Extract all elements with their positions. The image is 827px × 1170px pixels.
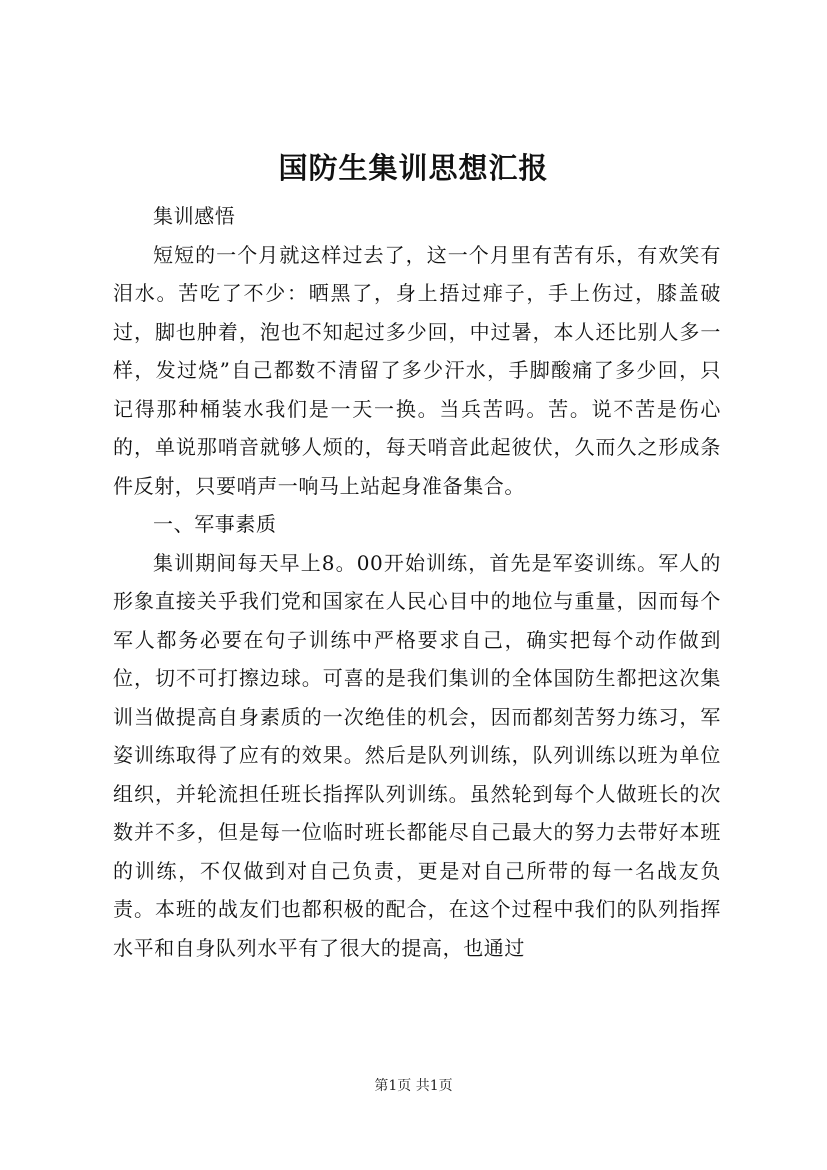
document-title: 国防生集训思想汇报 bbox=[278, 151, 549, 185]
section-heading-insights: 集训感悟 bbox=[153, 204, 236, 228]
page-footer: 第1页 共1页 bbox=[374, 1078, 453, 1094]
paragraph-hardships: 短短的一个月就这样过去了，这一个月里有苦有乐，有欢笑有泪水。苦吃了不少：晒黑了，身上捂过痱子，手上伤过，膝盖破过，脚也肿着，泡也不知起过多少回，中过暑，本人还比别人多一样，发过烧”自己都数不清留了多少汗水，手脚酸痛了多少回，只记得那种桶装水我们是一天一换。当兵苦吗。苦。说不苦是伤心的，单说那哨音就够人烦的，每天哨音此起彼伏，久而久之形成条件反射，只要哨声一响马上站起身准备集合。 bbox=[113, 242, 721, 498]
document-body bbox=[113, 197, 721, 967]
paragraph-training: 集训期间每天早上8。00开始训练，首先是军姿训练。军人的形象直接关乎我们党和国家在人民心目中的地位与重量，因而每个军人都务必要在句子训练中严格要求自己，确实把每个动作做到位，切不可打擦边球。可喜的是我们集训的全体国防生都把这次集训当做提高自身素质的一次绝佳的机会，因而都刻苦努力练习，军姿训练取得了应有的效果。然后是队列训练，队列训练以班为单位组织，并轮流担任班长指挥队列训练。虽然轮到每个人做班长的次数并不多，但是每一位临时班长都能尽自己最大的努力去带好本班的训练，不仅做到对自己负责，更是对自己所带的每一名战友负责。本班的战友们也都积极的配合，在这个过程中我们的队列指挥水平和自身队列水平有了很大的提高，也通过 bbox=[113, 550, 721, 960]
section-heading-military-quality: 一、军事素质 bbox=[153, 512, 277, 536]
